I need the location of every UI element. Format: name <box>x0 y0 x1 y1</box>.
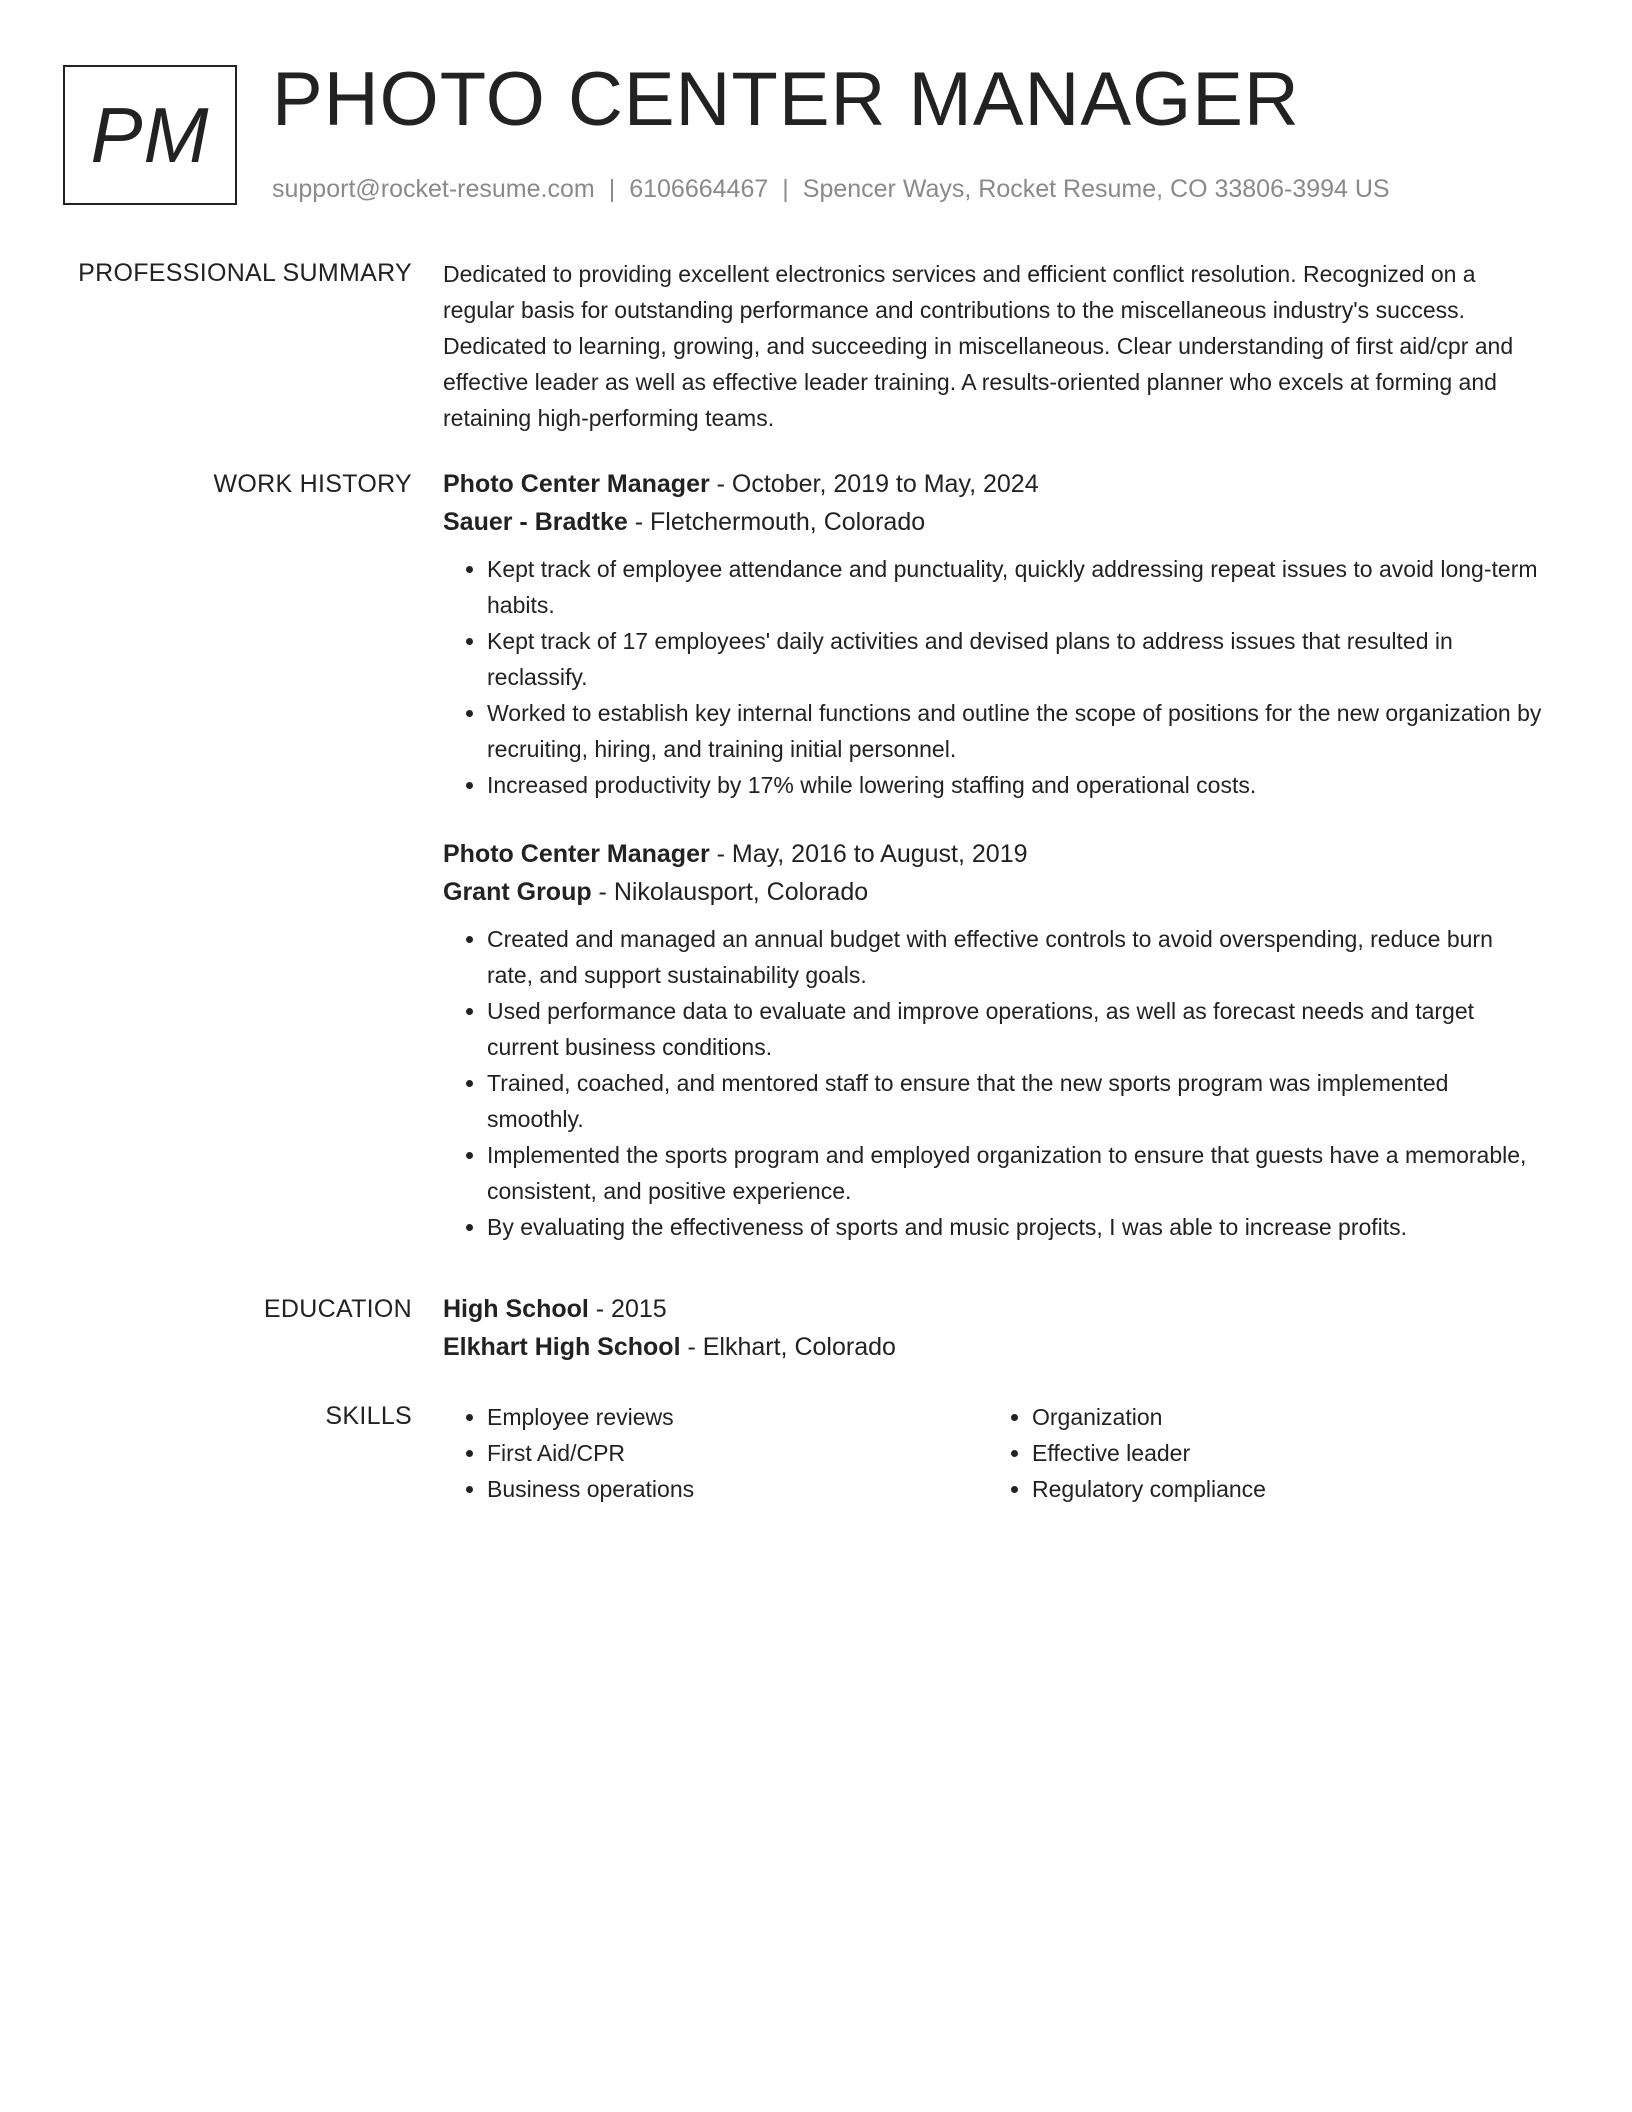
section-label-summary: PROFESSIONAL SUMMARY <box>78 259 412 287</box>
skill-item: • Employee reviews <box>487 1399 988 1435</box>
job-location: - Fletchermouth, Colorado <box>627 508 926 536</box>
job-entry <box>443 465 1543 803</box>
education-degree: High School <box>443 1295 589 1323</box>
job-title: Photo Center Manager <box>443 840 710 868</box>
summary-text: Dedicated to providing excellent electronics services and efficient conflict resolution. Recognized on a regular basis for outstanding performance and contributions to the miscellaneous industry's success. Dedicated to learning, growing, and succeeding in miscellaneous. Clear understanding of first aid/cpr and effective leader as well as effective leader training. A results-oriented planner who excels at forming and retaining high-performing teams. <box>443 261 1514 431</box>
section-label-work-history: WORK HISTORY <box>213 470 412 498</box>
monogram-box <box>63 65 237 205</box>
education-year: - 2015 <box>588 1295 667 1323</box>
contact-separator: | <box>782 175 789 203</box>
skills-list <box>443 1399 988 1507</box>
job-entry <box>443 835 1543 1245</box>
job-bullet: • Kept track of 17 employees' daily activities and devised plans to address issues that resulted in reclassify. <box>487 623 1543 695</box>
skill-item: • Regulatory compliance <box>1032 1471 1533 1507</box>
skill-item: • Effective leader <box>1032 1435 1533 1471</box>
job-title-line <box>443 465 1543 503</box>
section-label-skills: SKILLS <box>325 1402 412 1430</box>
job-bullet: • Increased productivity by 17% while lowering staffing and operational costs. <box>487 767 1543 803</box>
education-school-line <box>443 1328 1543 1366</box>
job-bullet: • Implemented the sports program and employed organization to ensure that guests have a memorable, consistent, and positive experience. <box>487 1137 1543 1209</box>
resume-title: PHOTO CENTER MANAGER <box>272 57 1300 142</box>
education-body <box>443 1290 1543 1366</box>
contact-address: Spencer Ways, Rocket Resume, CO 33806-3994 US <box>802 175 1390 203</box>
education-school: Elkhart High School <box>443 1333 681 1361</box>
education-location: - Elkhart, Colorado <box>680 1333 896 1361</box>
job-dates: - May, 2016 to August, 2019 <box>709 840 1028 868</box>
job-location: - Nikolausport, Colorado <box>591 878 869 906</box>
job-company: Grant Group <box>443 878 592 906</box>
contact-phone: 6106664467 <box>629 175 769 203</box>
section-label-education: EDUCATION <box>263 1295 412 1323</box>
job-company-line <box>443 503 1543 541</box>
skill-item: • Business operations <box>487 1471 988 1507</box>
summary-body <box>443 256 1543 436</box>
job-bullet: • Created and managed an annual budget with effective controls to avoid overspending, reduce burn rate, and support sustainability goals. <box>487 921 1543 993</box>
contact-separator: | <box>608 175 616 203</box>
job-title-line <box>443 835 1543 873</box>
job-bullet: • Kept track of employee attendance and punctuality, quickly addressing repeat issues to avoid long-term habits. <box>487 551 1543 623</box>
job-dates: - October, 2019 to May, 2024 <box>709 470 1039 498</box>
job-bullet: • Worked to establish key internal functions and outline the scope of positions for the new organization by recruiting, hiring, and training initial personnel. <box>487 695 1543 767</box>
contact-email: support@rocket-resume.com <box>272 175 595 203</box>
skills-column-left <box>443 1399 988 1507</box>
job-bullet: • Trained, coached, and mentored staff to ensure that the new sports program was implemented smoothly. <box>487 1065 1543 1137</box>
job-company-line <box>443 873 1543 911</box>
skills-list <box>988 1399 1533 1507</box>
skill-item: • Organization <box>1032 1399 1533 1435</box>
job-bullets <box>443 921 1543 1245</box>
job-title: Photo Center Manager <box>443 470 710 498</box>
job-bullets <box>443 551 1543 803</box>
work-history-body <box>443 465 1543 1265</box>
skill-item: • First Aid/CPR <box>487 1435 988 1471</box>
skills-body <box>443 1399 1543 1507</box>
skills-column-right <box>988 1399 1533 1507</box>
skills-grid <box>443 1399 1543 1507</box>
job-company: Sauer - Bradtke <box>443 508 628 536</box>
job-bullet: • By evaluating the effectiveness of sports and music projects, I was able to increase profits. <box>487 1209 1543 1245</box>
monogram-initials: PM <box>90 90 210 179</box>
education-degree-line <box>443 1290 1543 1328</box>
contact-line <box>272 172 1390 206</box>
job-bullet: • Used performance data to evaluate and improve operations, as well as forecast needs and target current business conditions. <box>487 993 1543 1065</box>
